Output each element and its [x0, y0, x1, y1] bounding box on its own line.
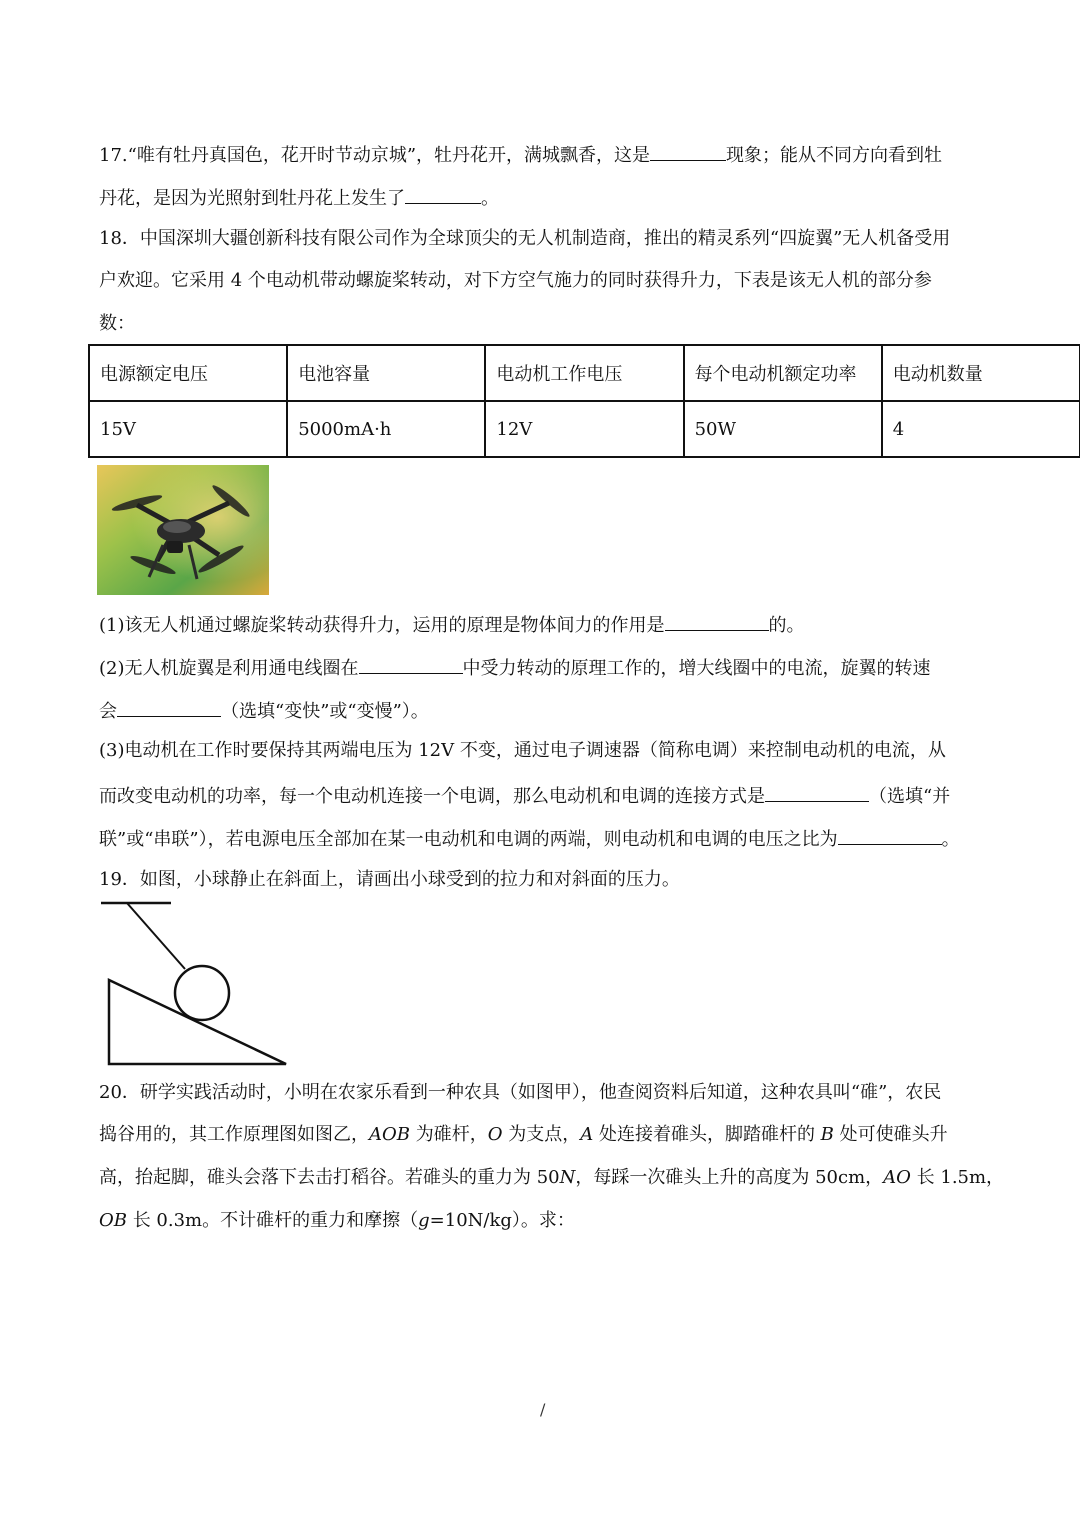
table-row — [89, 401, 1080, 457]
q20-line-3: 高，抬起脚，碓头会落下去击打稻谷。若碓头的重力为 50N，每踩一次碓头上升的高度为 50cm，AO 长 1.5m， — [99, 1167, 1005, 1188]
drone-photo — [97, 465, 269, 595]
answer-blank[interactable] — [665, 610, 769, 631]
table-header-cell: 每个电动机额定功率 — [684, 345, 882, 401]
q20-line-2: 捣谷用的，其工作原理图如图乙，AOB 为碓杆，O 为支点，A 处连接着碓头，脚踏碓杆的 B 处可使碓头升 — [99, 1124, 948, 1145]
answer-blank[interactable] — [650, 140, 726, 161]
q18-part-3-line-1: (3)电动机在工作时要保持其两端电压为 12V 不变，通过电子调速器（简称电调）来控制电动机的电流，从 — [99, 740, 946, 761]
q18-part-1: (1)该无人机通过螺旋桨转动获得升力，运用的原理是物体间力的作用是 的。 — [99, 610, 805, 639]
q18-part-3-line-3: 联”或“串联”），若电源电压全部加在某一电动机和电调的两端，则电动机和电调的电压之比为 。 — [99, 824, 960, 853]
q20-line-1: 20．研学实践活动时，小明在农家乐看到一种农具（如图甲），他查阅资料后知道，这种农具叫“碓”，农民 — [99, 1082, 942, 1103]
string-line — [127, 903, 185, 969]
q18-part-2-line-2: 会 （选填“变快”或“变慢”）。 — [99, 696, 429, 725]
table-cell: 12V — [485, 401, 683, 457]
ball-circle — [175, 966, 229, 1020]
q18-line-1: 18．中国深圳大疆创新科技有限公司作为全球顶尖的无人机制造商，推出的精灵系列“四旋翼”无人机备受用 — [99, 228, 951, 249]
incline-ball-diagram — [99, 895, 299, 1070]
table-header-cell: 电动机数量 — [882, 345, 1080, 401]
table-header-cell: 电源额定电压 — [89, 345, 287, 401]
q18-line-2: 户欢迎。它采用 4 个电动机带动螺旋桨转动，对下方空气施力的同时获得升力，下表是该无人机的部分参 — [99, 270, 932, 291]
q20-line-4: OB 长 0.3m。不计碓杆的重力和摩擦（g=10N/kg）。求： — [99, 1210, 575, 1231]
answer-blank[interactable] — [838, 824, 942, 845]
answer-blank[interactable] — [405, 183, 481, 204]
q17-line-2: 丹花，是因为光照射到牡丹花上发生了 。 — [99, 183, 499, 212]
q19-text: 19．如图，小球静止在斜面上，请画出小球受到的拉力和对斜面的压力。 — [99, 869, 680, 890]
page-footer-mark: / — [540, 1400, 546, 1419]
table-header-row — [89, 345, 1080, 401]
q17-line-1: 17.“唯有牡丹真国色，花开时节动京城”，牡丹花开，满城飘香，这是 现象；能从不同方向看到牡 — [99, 140, 942, 169]
table-cell: 4 — [882, 401, 1080, 457]
table-cell: 5000mA·h — [287, 401, 485, 457]
table-header-cell: 电动机工作电压 — [485, 345, 683, 401]
table-cell: 15V — [89, 401, 287, 457]
incline-triangle — [109, 980, 286, 1064]
answer-blank[interactable] — [765, 781, 869, 802]
table-header-cell: 电池容量 — [287, 345, 485, 401]
answer-blank[interactable] — [359, 653, 463, 674]
q18-part-3-line-2: 而改变电动机的功率，每一个电动机连接一个电调，那么电动机和电调的连接方式是 （选填“并 — [99, 781, 950, 810]
table-cell: 50W — [684, 401, 882, 457]
drone-parameter-table — [88, 344, 1080, 458]
q18-line-3: 数： — [99, 313, 135, 334]
q18-part-2-line-1: (2)无人机旋翼是利用通电线圈在 中受力转动的原理工作的，增大线圈中的电流，旋翼的转速 — [99, 653, 931, 682]
answer-blank[interactable] — [117, 696, 221, 717]
